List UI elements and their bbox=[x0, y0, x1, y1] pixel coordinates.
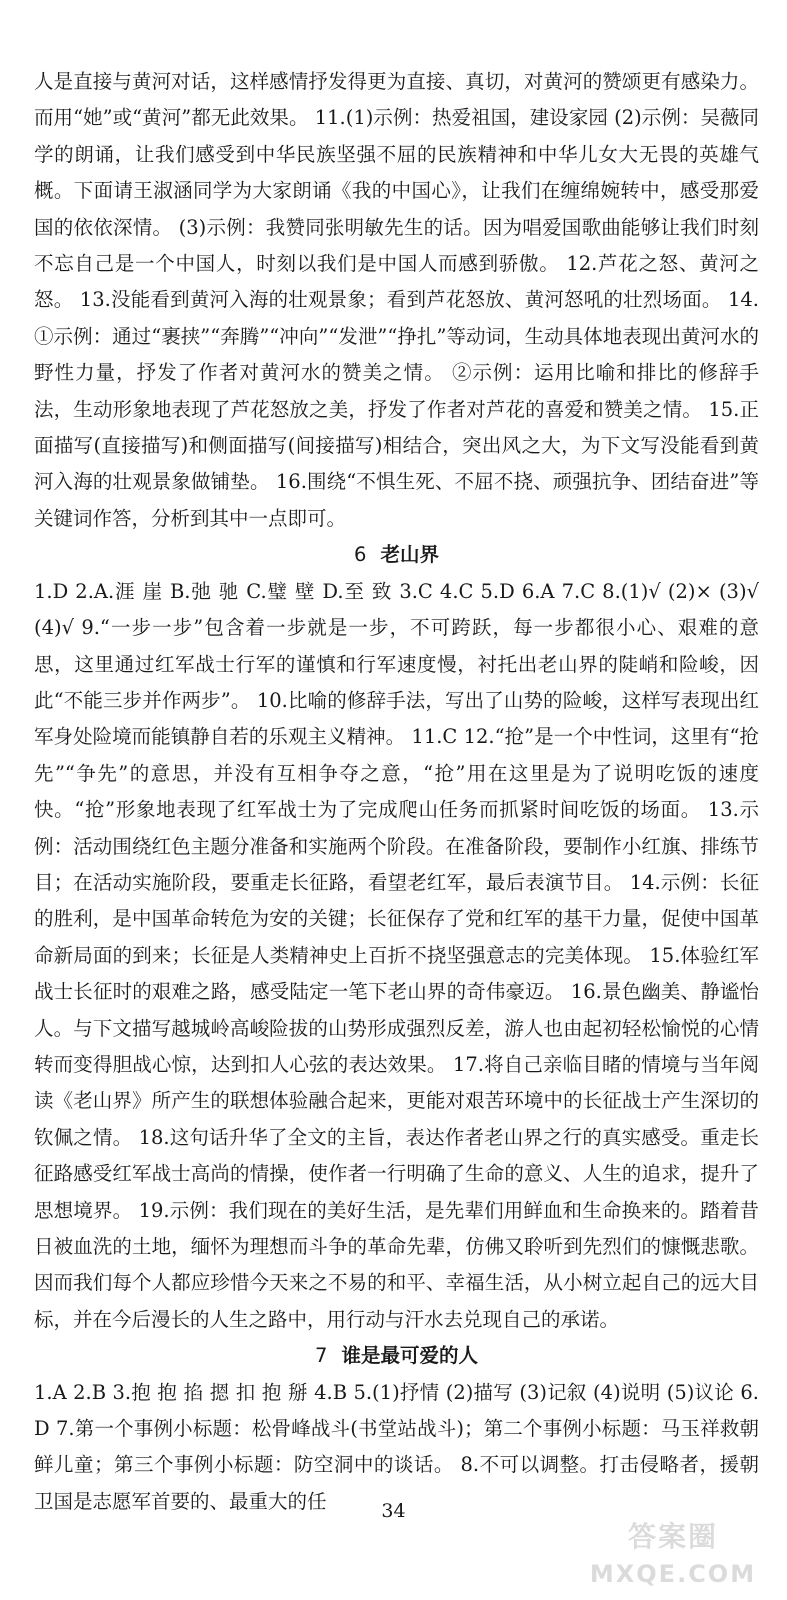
section-6-title: 老山界 bbox=[380, 543, 439, 567]
section-6-heading bbox=[34, 537, 759, 573]
answer-page bbox=[34, 0, 759, 1520]
section-7-heading bbox=[34, 1338, 759, 1374]
section-6-answers: 1.D 2.A.涯 崖 B.弛 驰 C.璧 壁 D.至 致 3.C 4.C 5.D 6.A 7.C 8.(1)√ (2)× (3)√ (4)√ 9.“一步一步”包含着一步就是一步，不可跨跃，每一步都很小心、艰难的意思，这里通过红军战士行军的谨慎和行军速度慢，衬托出老山界的陡峭和险峻，因此“不能三步并作两步”。 10.比喻的修辞手法，写出了山势的险峻，这样写表现出红军身处险境而能镇静自若的乐观主义精神。 11.C 12.“抢”是一个中性词，这里有“抢先”“争先”的意思，并没有互相争夺之意，“抢”用在这里是为了说明吃饭的速度快。“抢”形象地表现了红军战士为了完成爬山任务而抓紧时间吃饭的场面。 13.示例：活动围绕红色主题分准备和实施两个阶段。在准备阶段，要制作小红旗、排练节目；在活动实施阶段，要重走长征路，看望老红军，最后表演节目。 14.示例：长征的胜利，是中国革命转危为安的关键；长征保存了党和红军的基干力量，促使中国革命新局面的到来；长征是人类精神史上百折不挠坚强意志的完美体现。 15.体验红军战士长征时的艰难之路，感受陆定一笔下老山界的奇伟豪迈。 16.景色幽美、静谧怡人。与下文描写越城岭高峻险拔的山势形成强烈反差，游人也由起初轻松愉悦的心情转而变得胆战心惊，达到扣人心弦的表达效果。 17.将自己亲临目睹的情境与当年阅读《老山界》所产生的联想体验融合起来，更能对艰苦环境中的长征战士产生深切的钦佩之情。 18.这句话升华了全文的主旨，表达作者老山界之行的真实感受。重走长征路感受红军战士高尚的情操，使作者一行明确了生命的意义、人生的追求，提升了思想境界。 19.示例：我们现在的美好生活，是先辈们用鲜血和生命换来的。踏着昔日被血洗的土地，缅怀为理想而斗争的革命先辈，仿佛又聆听到先烈们的慷慨悲歌。因而我们每个人都应珍惜今天来之不易的和平、幸福生活，从小树立起自己的远大目标，并在今后漫长的人生之路中，用行动与汗水去兑现自己的承诺。 bbox=[34, 579, 759, 1331]
section-7-answers: 1.A 2.B 3.抱 抱 掐 摁 扣 抱 掰 4.B 5.(1)抒情 (2)描写 (3)记叙 (4)说明 (5)议论 6.D 7.第一个事例小标题：松骨峰战斗(书堂站战斗)；第二个事例小标题：马玉祥救朝鲜儿童；第三个事例小标题：防空洞中的谈话。 8.不可以调整。打击侵略者，援朝卫国是志愿军首要的、最重大的任 bbox=[34, 1380, 759, 1513]
section-5-answers-tail: 人是直接与黄河对话，这样感情抒发得更为直接、真切，对黄河的赞颂更有感染力。而用“她”或“黄河”都无此效果。 11.(1)示例：热爱祖国，建设家园 (2)示例：吴薇同学的朗诵，让我们感受到中华民族坚强不屈的民族精神和中华儿女大无畏的英雄气概。下面请王淑涵同学为大家朗诵《我的中国心》，让我们在缠绵婉转中，感受那爱国的依依深情。 (3)示例：我赞同张明敏先生的话。因为唱爱国歌曲能够让我们时刻不忘自己是一个中国人，时刻以我们是中国人而感到骄傲。 12.芦花之怒、黄河之怒。 13.没能看到黄河入海的壮观景象；看到芦花怒放、黄河怒吼的壮烈场面。 14.①示例：通过“裹挟”“奔腾”“冲向”“发泄”“挣扎”等动词，生动具体地表现出黄河水的野性力量，抒发了作者对黄河水的赞美之情。 ②示例：运用比喻和排比的修辞手法，生动形象地表现了芦花怒放之美，抒发了作者对芦花的喜爱和赞美之情。 15.正面描写(直接描写)和侧面描写(间接描写)相结合，突出风之大，为下文写没能看到黄河入海的壮观景象做铺垫。 16.围绕“不惧生死、不屈不挠、顽强抗争、团结奋进”等关键词作答，分析到其中一点即可。 bbox=[34, 70, 759, 530]
section-7-title: 谁是最可爱的人 bbox=[341, 1344, 478, 1368]
watermark-line-2: MXQE.COM bbox=[589, 1560, 757, 1588]
section-7-number: 7 bbox=[315, 1344, 328, 1368]
page-number: 34 bbox=[381, 1500, 406, 1522]
section-6-number: 6 bbox=[354, 543, 367, 567]
watermark-line-1: 答案圈 bbox=[627, 1520, 719, 1553]
site-watermark-logo bbox=[573, 1512, 773, 1594]
